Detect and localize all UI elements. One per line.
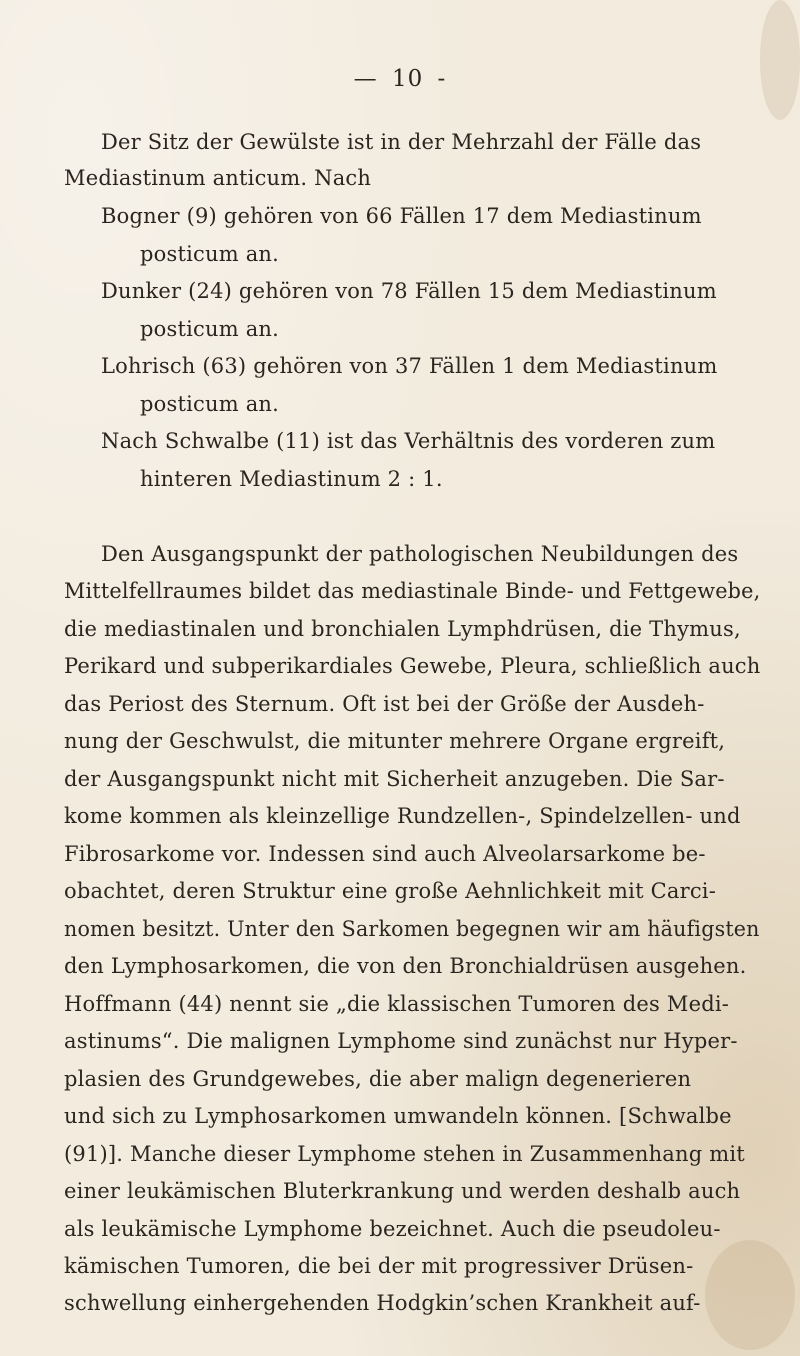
text-line: Der Sitz der Gewülste ist in der Mehrzahl der Fälle das — [101, 130, 702, 154]
text-line: posticum an. — [140, 392, 280, 416]
text-line: Lohrisch (63) gehören von 37 Fällen 1 dem Mediastinum — [101, 354, 718, 378]
text-line: Hoffmann (44) nennt sie „die klassischen Tumoren des Medi- — [64, 992, 730, 1016]
text-line: nomen besitzt. Unter den Sarkomen begegnen wir am häufigsten — [64, 917, 760, 941]
text-line: Fibrosarkome vor. Indessen sind auch Alveolarsarkome be- — [64, 842, 706, 866]
text-line: die mediastinalen und bronchialen Lymphdrüsen, die Thymus, — [64, 617, 741, 641]
text-line: kämischen Tumoren, die bei der mit progressiver Drüsen- — [64, 1254, 694, 1278]
text-line: der Ausgangspunkt nicht mit Sicherheit anzugeben. Die Sar- — [64, 767, 725, 791]
text-line: posticum an. — [140, 317, 280, 341]
text-line: Nach Schwalbe (11) ist das Verhältnis des vorderen zum — [101, 429, 716, 453]
text-line: plasien des Grundgewebes, die aber malign degenerieren — [64, 1067, 692, 1091]
text-line: Den Ausgangspunkt der pathologischen Neubildungen des — [101, 542, 739, 566]
page-number: — 10 - — [353, 66, 447, 92]
text-line: schwellung einhergehenden Hodgkin’schen Krankheit auf- — [64, 1291, 701, 1315]
text-line: posticum an. — [140, 242, 280, 266]
text-line: Perikard und subperikardiales Gewebe, Pleura, schließlich auch — [64, 654, 761, 678]
text-line: das Periost des Sternum. Oft ist bei der Größe der Ausdeh- — [64, 692, 705, 716]
text-line: und sich zu Lymphosarkomen umwandeln können. [Schwalbe — [64, 1104, 732, 1128]
text-line: Mittelfellraumes bildet das mediastinale Binde- und Fettgewebe, — [64, 579, 761, 603]
text-line: Bogner (9) gehören von 66 Fällen 17 dem Mediastinum — [101, 204, 702, 228]
text-line: einer leukämischen Bluterkrankung und werden deshalb auch — [64, 1179, 741, 1203]
text-line: kome kommen als kleinzellige Rundzellen-, Spindelzellen- und — [64, 804, 741, 828]
text-line: (91)]. Manche dieser Lymphome stehen in Zusammenhang mit — [64, 1142, 745, 1166]
text-line: den Lymphosarkomen, die von den Bronchialdrüsen ausgehen. — [64, 954, 747, 978]
text-line: Dunker (24) gehören von 78 Fällen 15 dem Mediastinum — [101, 279, 717, 303]
text-line: astinums“. Die malignen Lymphome sind zunächst nur Hyper- — [64, 1029, 738, 1053]
text-line: Mediastinum anticum. Nach — [64, 166, 372, 190]
text-line: obachtet, deren Struktur eine große Aehnlichkeit mit Carci- — [64, 879, 716, 903]
paper-stain — [705, 1240, 795, 1350]
text-line: nung der Geschwulst, die mitunter mehrere Organe ergreift, — [64, 729, 726, 753]
text-line: hinteren Mediastinum 2 : 1. — [140, 467, 443, 491]
paper-stain — [760, 0, 800, 120]
text-line: als leukämische Lymphome bezeichnet. Auch die pseudoleu- — [64, 1217, 721, 1241]
